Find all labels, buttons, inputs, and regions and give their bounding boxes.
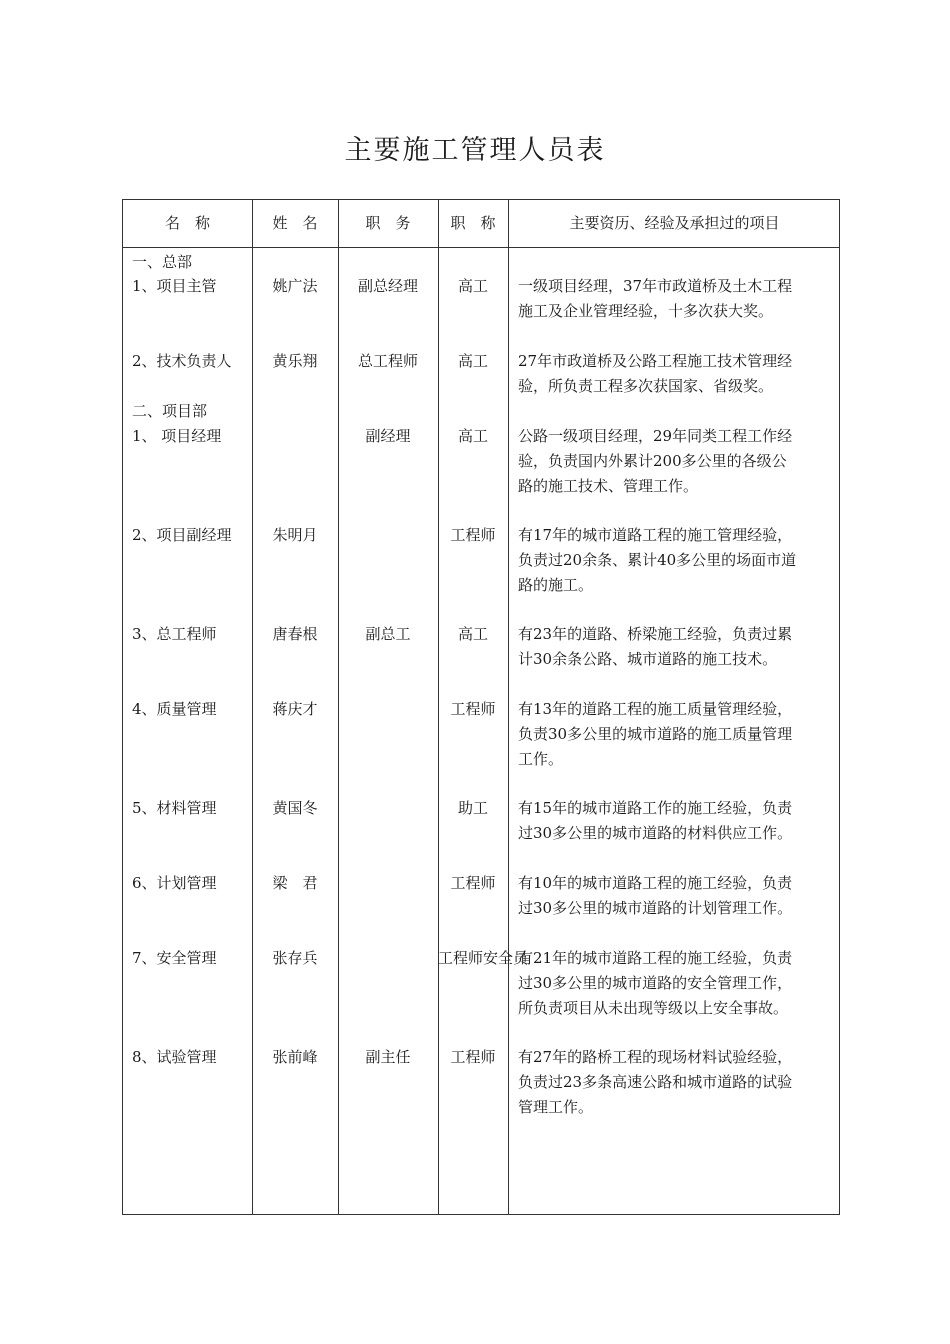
row-person-name: 姚广法 (272, 277, 318, 295)
header-divider (123, 247, 839, 248)
row-role: 3、总工程师 (132, 625, 217, 643)
row-experience (518, 523, 836, 598)
row-rank (438, 349, 508, 374)
row-experience-line: 计30余条公路、城市道路的施工技术。 (518, 650, 778, 668)
row-experience-line: 有21年的城市道路工程的施工经验，负责 (518, 949, 793, 967)
row-rank-line: 安全员 (483, 949, 529, 967)
row-role: 5、材料管理 (132, 799, 217, 817)
row-role: 7、安全管理 (132, 949, 217, 967)
row-rank-line: 工程师 (450, 1048, 496, 1066)
header-person: 姓 名 (272, 214, 318, 232)
row-person-name: 黄国冬 (272, 799, 318, 817)
row-experience (518, 697, 836, 772)
row-experience (518, 622, 836, 672)
row-role: 2、项目副经理 (132, 526, 232, 544)
row-position: 副总经理 (357, 277, 418, 295)
row-experience-line: 负责30多公里的城市道路的施工质量管理 (518, 725, 793, 743)
row-experience (518, 274, 836, 324)
row-experience (518, 871, 836, 921)
row-person-name: 张存兵 (272, 949, 318, 967)
row-rank-line: 工程师 (438, 949, 484, 967)
header-experience: 主要资历、经验及承担过的项目 (569, 214, 780, 232)
row-person-name: 梁 君 (272, 874, 318, 892)
row-experience-line: 验，所负责工程多次获国家、省级奖。 (518, 377, 774, 395)
section-label-project-dept: 二、项目部 (132, 402, 208, 420)
row-rank-line: 高工 (457, 625, 488, 643)
row-rank-line: 高工 (457, 277, 488, 295)
document-title: 主要施工管理人员表 (344, 135, 606, 166)
row-experience (518, 349, 836, 399)
row-role: 2、技术负责人 (132, 352, 232, 370)
row-rank (438, 274, 508, 299)
row-rank-line: 高工 (457, 427, 488, 445)
row-experience-line: 有15年的城市道路工作的施工经验，负责 (518, 799, 793, 817)
row-rank (438, 946, 529, 971)
column-divider (508, 200, 509, 1214)
row-experience (518, 796, 836, 846)
row-rank-line: 工程师 (450, 526, 496, 544)
row-experience-line: 路的施工技术、管理工作。 (518, 477, 699, 495)
row-experience-line: 路的施工。 (518, 576, 594, 594)
row-experience-line: 有10年的城市道路工程的施工经验，负责 (518, 874, 793, 892)
row-rank-line: 高工 (457, 352, 488, 370)
row-rank (438, 424, 508, 449)
row-role: 4、质量管理 (132, 700, 217, 718)
row-experience (518, 1045, 836, 1120)
header-name-title: 名 称 (164, 214, 210, 232)
row-person-name: 黄乐翔 (272, 352, 318, 370)
row-experience-line: 公路一级项目经理，29年同类工程工作经 (518, 427, 793, 445)
row-person-name: 张前峰 (272, 1048, 318, 1066)
row-role: 8、试验管理 (132, 1048, 217, 1066)
row-position: 副总工 (365, 625, 411, 643)
row-person-name: 蒋庆才 (272, 700, 318, 718)
row-rank (438, 622, 508, 647)
row-rank (438, 796, 508, 821)
row-rank (438, 871, 508, 896)
row-role: 6、计划管理 (132, 874, 217, 892)
row-experience-line: 验，负责国内外累计200多公里的各级公 (518, 452, 787, 470)
row-rank-line: 工程师 (450, 700, 496, 718)
row-experience (518, 424, 836, 499)
row-person-name: 朱明月 (272, 526, 318, 544)
row-position: 副主任 (365, 1048, 411, 1066)
row-experience-line: 负责过20余条、累计40多公里的场面市道 (518, 551, 797, 569)
row-rank-line: 工程师 (450, 874, 496, 892)
row-rank (438, 523, 508, 548)
row-rank (438, 697, 508, 722)
row-experience-line: 过30多公里的城市道路的计划管理工作。 (518, 899, 793, 917)
row-experience-line: 有13年的道路工程的施工质量管理经验， (518, 700, 793, 718)
header-rank: 职 称 (450, 214, 496, 232)
staff-table (122, 199, 840, 1215)
row-experience-line: 有27年的路桥工程的现场材料试验经验， (518, 1048, 793, 1066)
row-experience-line: 有17年的城市道路工程的施工管理经验， (518, 526, 793, 544)
row-experience (518, 946, 836, 1021)
row-experience-line: 工作。 (518, 750, 564, 768)
row-experience-line: 27年市政道桥及公路工程施工技术管理经 (518, 352, 793, 370)
header-position: 职 务 (365, 214, 411, 232)
row-experience-line: 过30多公里的城市道路的安全管理工作， (518, 974, 793, 992)
row-experience-line: 管理工作。 (518, 1098, 594, 1116)
row-position: 副经理 (365, 427, 411, 445)
row-rank (438, 1045, 508, 1070)
row-rank-line: 助工 (457, 799, 488, 817)
row-person-name: 唐春根 (272, 625, 318, 643)
row-experience-line: 过30多公里的城市道路的材料供应工作。 (518, 824, 793, 842)
row-role: 1、项目主管 (132, 277, 217, 295)
row-position: 总工程师 (357, 352, 418, 370)
row-experience-line: 有23年的道路、桥梁施工经验，负责过累 (518, 625, 793, 643)
row-experience-line: 施工及企业管理经验，十多次获大奖。 (518, 302, 774, 320)
row-experience-line: 负责过23多条高速公路和城市道路的试验 (518, 1073, 793, 1091)
row-role: 1、 项目经理 (132, 427, 222, 445)
row-experience-line: 一级项目经理，37年市政道桥及土木工程 (518, 277, 793, 295)
section-label-headquarters: 一、总部 (132, 253, 193, 271)
row-experience-line: 所负责项目从未出现等级以上安全事故。 (518, 999, 789, 1017)
